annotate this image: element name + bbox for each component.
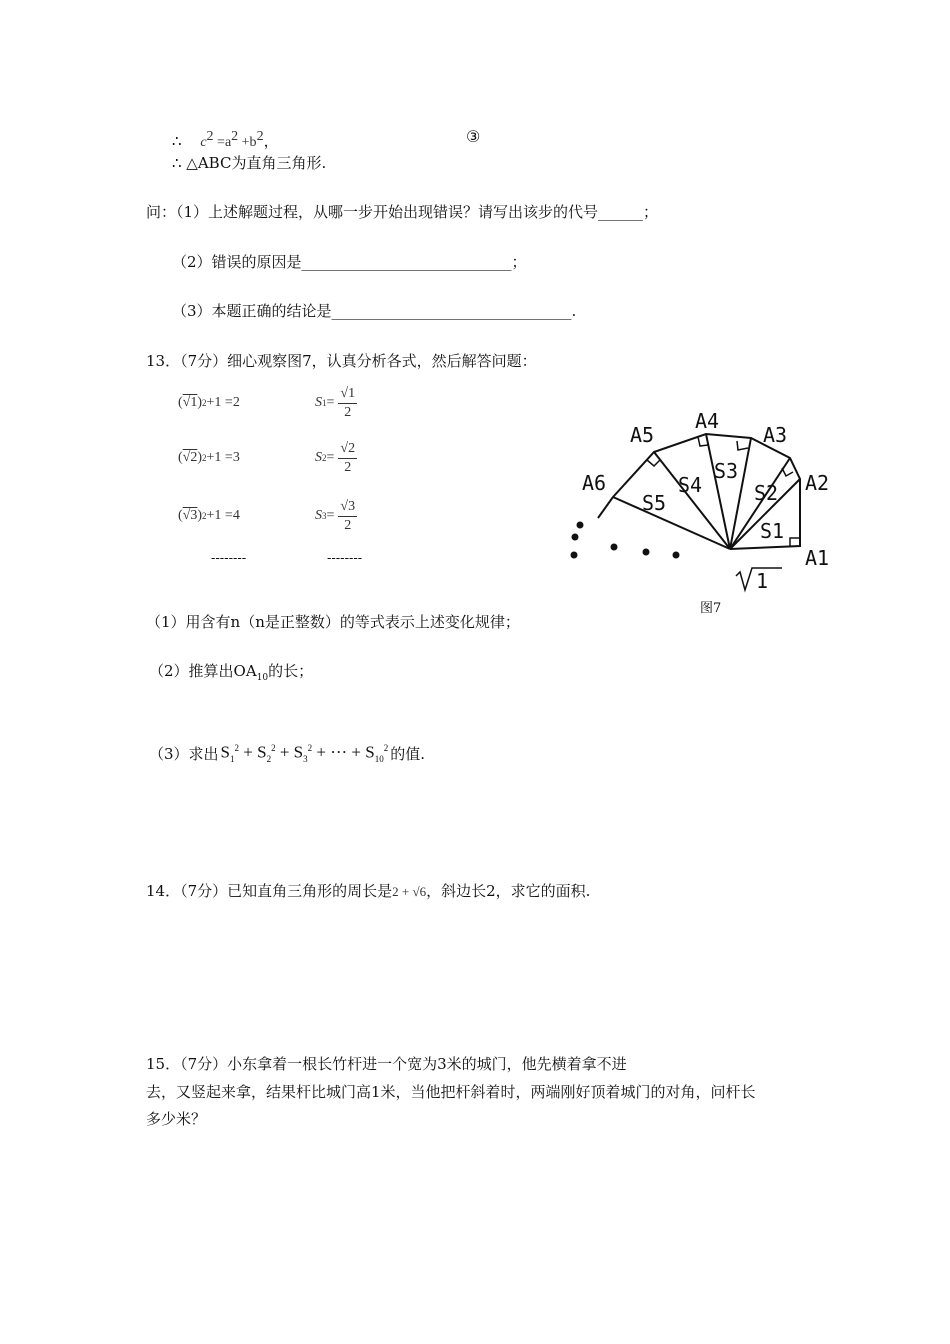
q13-title: 13．（7分）细心观察图7，认真分析各式，然后解答问题： [146,352,537,370]
eq-rest: =a [213,135,232,150]
q12-p2: （2）错误的原因是____________________________； [172,253,527,271]
dash-2: -------- [327,551,363,566]
q15-line-1: 15．（7分）小东拿着一根长竹杆进一个宽为3米的城门，他先横着拿不进 [146,1055,627,1073]
q13-s-1: S 1 = $\frac{√1}{2}$ [315,385,356,420]
figure-caption: 图7 [700,601,722,616]
label-a5: A5 [630,423,655,447]
label-a3: A3 [763,423,788,447]
q13-sub3: （3）求出 $S_1^2 + S_2^2 + S_3^2$ + ··· + $S_{10}^2$ 的值. [149,738,425,769]
label-a4: A4 [695,409,720,433]
q13-row-1: ( √1 ) 2 +1 =2 [178,395,240,410]
continuation-dots [571,522,680,559]
q13-row-3: ( √3 ) 2 +1 =4 [178,508,240,523]
dash-1: -------- [211,551,247,566]
label-root-1: 1 [756,569,769,593]
eq-plus: +b [238,135,257,150]
therefore-line: ∴ $c^2 =a^2 +b^2$， [172,129,279,150]
conclusion-line: ∴ △ABC为直角三角形. [172,154,327,172]
q15-line-2: 去，又竖起来拿，结果杆比城门高1米，当他把杆斜着时，两端刚好顶着城门的对角，问杆长 [146,1083,756,1101]
step-mark: ③ [466,127,481,146]
therefore-symbol: ∴ [172,132,182,150]
q12-ask: 问：（1）上述解题过程，从哪一步开始出现错误？请写出该步的代号______； [146,203,659,221]
eq-c: c [200,135,207,150]
q13-sub1: （1）用含有n（n是正整数）的等式表示上述变化规律； [146,613,520,631]
q13-s-2: S 2 = $\frac{√2}{2}$ [315,440,356,475]
label-s4: S4 [678,473,703,497]
label-a2: A2 [805,471,830,495]
figure-7 [560,400,850,600]
label-a6: A6 [582,471,607,495]
q13-row-2: ( √2 ) 2 +1 =3 [178,450,240,465]
label-s3: S3 [714,459,739,483]
label-s1: S1 [760,519,785,543]
q14-expr: 2 + √6 [392,884,427,899]
label-s5: S5 [642,491,667,515]
label-s2: S2 [754,481,779,505]
sum-expression: $S_1^2 + S_2^2 + S_3^2$ + ··· + $S_{10}^2$ [220,742,389,765]
q14-line: 14．（7分）已知直角三角形的周长是2 + √6，斜边长2，求它的面积. [146,882,591,900]
q13-sub2: （2）推算出$OA_{10}$的长； [149,662,314,683]
q13-s-3: S 3 = $\frac{√3}{2}$ [315,498,356,533]
q12-p3: （3）本题正确的结论是________________________________. [172,302,577,320]
eq-comma: ， [263,132,279,150]
label-a1: A1 [805,546,830,570]
q15-line-3: 多少米？ [146,1110,207,1128]
